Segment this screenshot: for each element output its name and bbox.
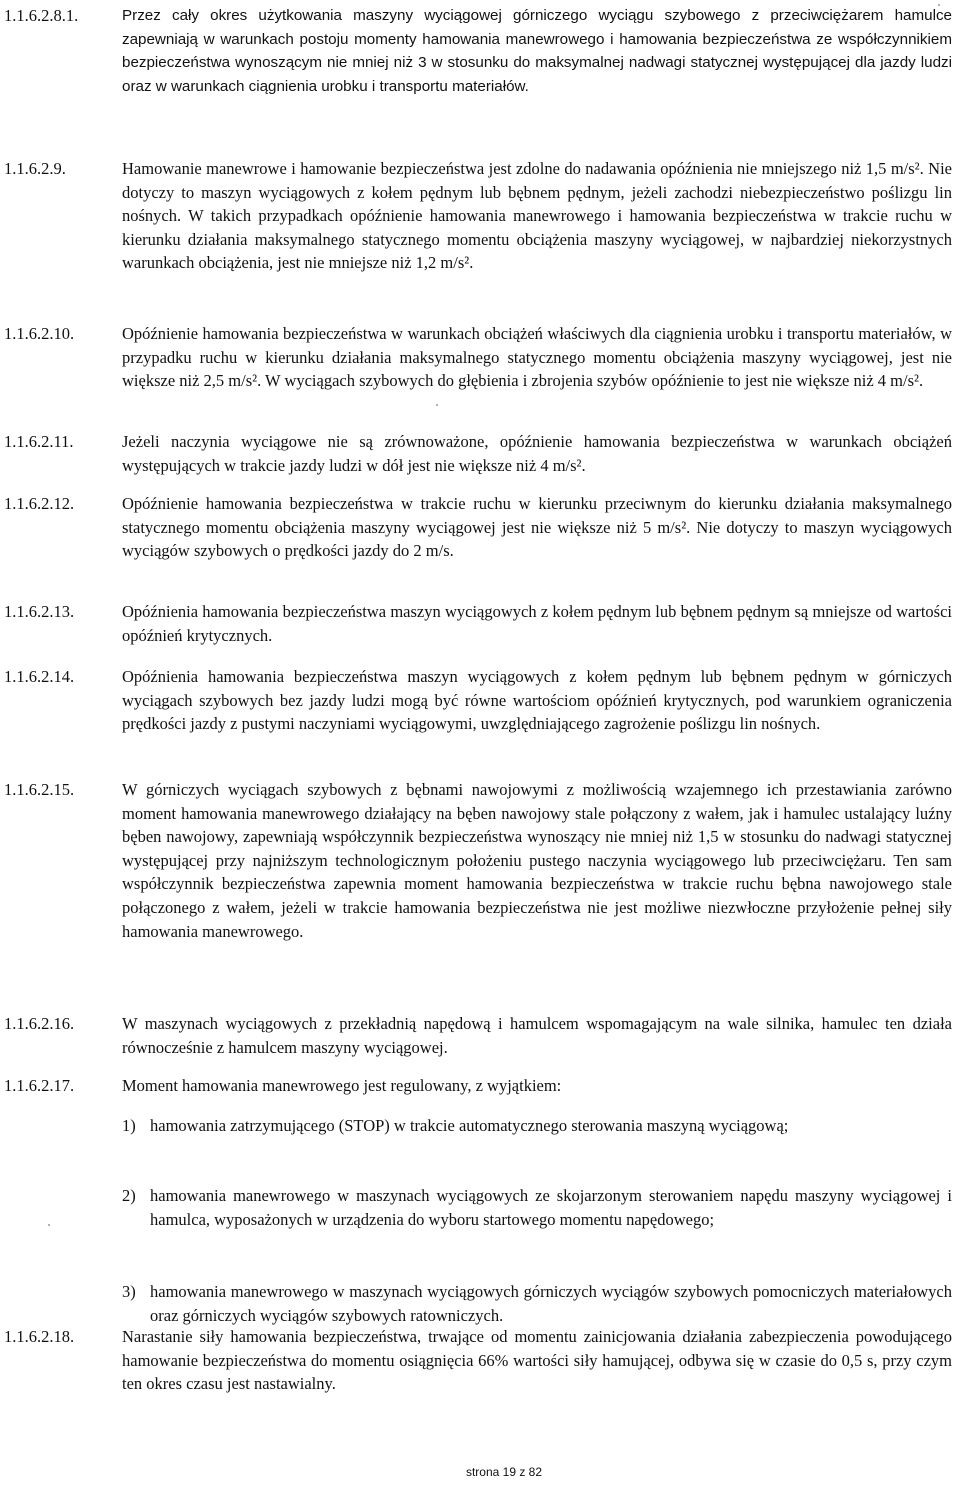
scan-speck — [436, 404, 438, 406]
paragraph-number: 1.1.6.2.12. — [4, 494, 75, 513]
paragraph-number: 1.1.6.2.16. — [4, 1014, 75, 1033]
paragraph-text: W maszynach wyciągowych z przekładnią napędową i hamulcem wspomagającym na wale silnika, hamulec ten działa równocześnie z hamulcem maszyny wyciągowej. — [122, 1014, 952, 1057]
paragraph-number: 1.1.6.2.10. — [4, 324, 75, 343]
paragraph-number: 1.1.6.2.17. — [4, 1076, 75, 1095]
page-footer — [0, 1465, 960, 1479]
paragraph-text: Opóźnienia hamowania bezpieczeństwa maszyn wyciągowych z kołem pędnym lub bębnem pędnym są mniejsze od wartości opóźnień krytycznych. — [122, 602, 952, 645]
list-marker: 3) — [122, 1282, 136, 1301]
list-item-text: hamowania zatrzymującego (STOP) w trakcie automatycznego sterowania maszyną wyciągową; — [150, 1116, 789, 1135]
paragraph-text: W górniczych wyciągach szybowych z bębnami nawojowymi z możliwością wzajemnego ich przestawiania zarówno moment hamowania manewrowego działający na bęben nawojowy stale połączony z wałem, jak i hamulec ustalający luźny bęben nawojowy, zapewniają współczynnik bezpieczeństwa wynoszący nie mniej niż 1,5 w stosunku do nadwagi statycznej występującej przy najniższym technologicznym położeniu pustego naczynia wyciągowego lub przeciwciężaru. Ten sam współczynnik bezpieczeństwa zapewnia moment hamowania bezpieczeństwa w trakcie ruchu bębna nawojowego stale połączonego z wałem, jeżeli w trakcie hamowania bezpieczeństwa nie jest możliwe niezwłoczne przyłożenie pełnej siły hamowania manewrowego. — [122, 780, 952, 941]
scan-speck — [48, 1224, 50, 1226]
list-item — [122, 1184, 952, 1231]
paragraph-number: 1.1.6.2.8.1. — [4, 6, 79, 25]
paragraph-number: 1.1.6.2.13. — [4, 602, 75, 621]
paragraph-number: 1.1.6.2.18. — [4, 1327, 75, 1346]
list-marker: 1) — [122, 1116, 136, 1135]
paragraph-text: Przez cały okres użytkowania maszyny wyciągowej górniczego wyciągu szybowego z przeciwciężarem hamulce zapewniają w warunkach postoju momenty hamowania manewrowego i hamowania bezpieczeństwa ze współczynnikiem bezpieczeństwa wynoszącym nie mniej niż 3 w stosunku do maksymalnej nadwagi statycznej występującej dla jazdy ludzi oraz w warunkach ciągnienia urobku i transportu materiałów. — [122, 7, 952, 95]
paragraph-text: Hamowanie manewrowe i hamowanie bezpieczeństwa jest zdolne do nadawania opóźnienia nie mniejszego niż 1,5 m/s². Nie dotyczy to maszyn wyciągowych z kołem pędnym lub bębnem pędnym, jeżeli zachodzi niebezpieczeństwo poślizgu lin nośnych. W takich przypadkach opóźnienie hamowania manewrowego i hamowania bezpieczeństwa w trakcie ruchu w kierunku działania maksymalnego statycznego momentu obciążenia maszyny wyciągowej, w najbardziej niekorzystnych warunkach obciążenia, jest nie mniejsze niż 1,2 m/s². — [122, 159, 952, 273]
list-item — [122, 1280, 952, 1327]
paragraph-text: Opóźnienie hamowania bezpieczeństwa w trakcie ruchu w kierunku przeciwnym do kierunku działania maksymalnego statycznego momentu obciążenia maszyny wyciągowej jest nie większe niż 5 m/s². Nie dotyczy to maszyn wyciągowych wyciągów szybowych o prędkości jazdy do 2 m/s. — [122, 494, 952, 561]
paragraph-number: 1.1.6.2.11. — [4, 432, 74, 451]
list-marker: 2) — [122, 1186, 136, 1205]
list-item-text: hamowania manewrowego w maszynach wyciągowych ze skojarzonym sterowaniem napędu maszyny wyciągowej i hamulca, wyposażonych w urządzenia do wyboru startowego momentu napędowego; — [150, 1186, 952, 1229]
paragraph-number: 1.1.6.2.14. — [4, 667, 75, 686]
paragraph-number: 1.1.6.2.15. — [4, 780, 75, 799]
list-item-text: hamowania manewrowego w maszynach wyciągowych górniczych wyciągów szybowych pomocniczych materiałowych oraz górniczych wyciągów szybowych ratowniczych. — [150, 1282, 952, 1325]
paragraph-text: Opóźnienie hamowania bezpieczeństwa w warunkach obciążeń właściwych dla ciągnienia urobku i transportu materiałów, w przypadku ruchu w kierunku działania maksymalnego statycznego momentu obciążenia maszyny wyciągowej, jest nie większe niż 2,5 m/s². W wyciągach szybowych do głębienia i zbrojenia szybów opóźnienie to jest nie większe niż 4 m/s². — [122, 324, 952, 391]
paragraph-text: Jeżeli naczynia wyciągowe nie są zrównoważone, opóźnienie hamowania bezpieczeństwa w warunkach obciążeń występujących w trakcie jazdy ludzi w dół jest nie większe niż 4 m/s². — [122, 432, 952, 475]
paragraph-number: 1.1.6.2.9. — [4, 159, 66, 178]
paragraph-text: Narastanie siły hamowania bezpieczeństwa, trwające od momentu zainicjowania działania zabezpieczenia powodującego hamowanie bezpieczeństwa do momentu osiągnięcia 66% wartości siły hamującej, odbywa się w czasie do 0,5 s, przy czym ten okres czasu jest nastawialny. — [122, 1327, 952, 1394]
list-item — [122, 1114, 952, 1138]
paragraph-text: Opóźnienia hamowania bezpieczeństwa maszyn wyciągowych z kołem pędnym lub bębnem pędnym w górniczych wyciągach szybowych bez jazdy ludzi mogą być równe wartościom opóźnień krytycznych, pod warunkiem ograniczenia prędkości jazdy z pustymi naczyniami wyciągowymi, uwzględniającego zagrożenie poślizgu lin nośnych. — [122, 667, 952, 734]
paragraph-text: Moment hamowania manewrowego jest regulowany, z wyjątkiem: — [122, 1076, 562, 1095]
page-number-label: strona 19 z 82 — [465, 1465, 543, 1479]
